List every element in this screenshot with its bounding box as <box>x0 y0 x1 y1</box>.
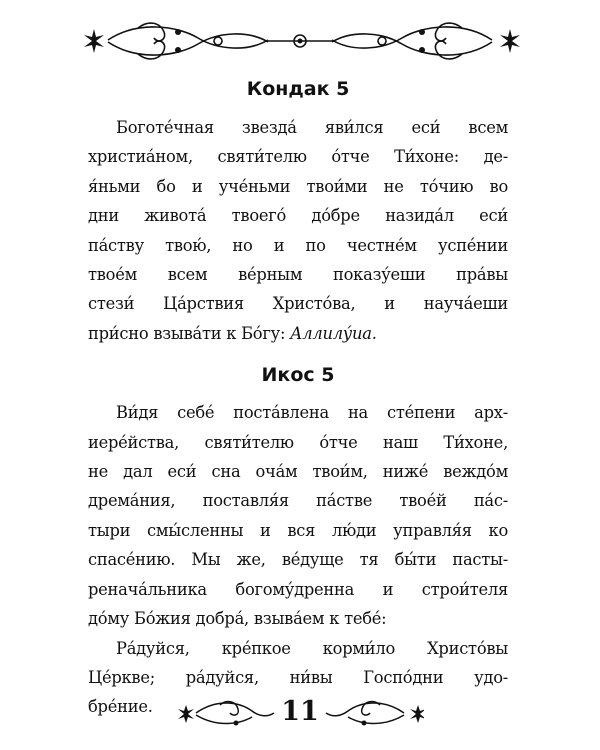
top-ornament <box>78 18 522 64</box>
ikos-text <box>88 398 508 633</box>
ikos-line: ренача́льника богому́дренна и строи́теля <box>88 579 508 599</box>
greeting-line: Ра́дуйся, кре́пкое корми́ло Христо́вы <box>116 638 508 658</box>
ikos-line: тыри смы́сленны и вся лю́ди управля́я ко <box>88 520 508 540</box>
ikos-line: до́му Бо́жия добра́, взыва́ем к тебе́: <box>88 609 387 629</box>
ikos-line: Ви́дя себе́ поста́влена на сте́пени арх- <box>116 403 508 423</box>
ikos-line: иере́йства, святи́телю о́тче наш Ти́хоне, <box>88 432 508 452</box>
ikos-line: дрема́ния, поставля́я па́стве твое́й па́с- <box>88 491 508 511</box>
kondak-line: Боготе́чная звезда́ яви́лся еси́ всем <box>116 118 508 137</box>
kondak-line: дни живота́ твоего́ до́бре назида́л еси́ <box>88 206 508 226</box>
kondak-line: при́сно взыва́ти к Бо́гу: <box>88 323 286 343</box>
ikos-title: Икос 5 <box>261 364 335 387</box>
kondak-title: Кондак 5 <box>246 78 350 100</box>
kondak-last-line <box>88 319 508 348</box>
ikos-line: спасе́нию. Мы же, ве́дуще тя бы́ти пасты- <box>88 550 508 570</box>
kondak-line: я́ньми бо и уче́ньми твои́ми не то́чию во <box>88 176 508 196</box>
kondak-refrain: Аллилу́иа. <box>290 323 377 343</box>
greeting-line: Це́ркве; ра́дуйся, ни́вы Госпо́дни удо- <box>88 667 508 687</box>
kondak-line: па́ству твою́, но и по честне́м успе́нии <box>88 235 508 255</box>
page-content <box>88 76 508 722</box>
ikos-line: не дал еси́ сна оча́м твои́м, ниже́ веждо́м <box>88 462 508 482</box>
kondak-line: твое́м всем ве́рным показу́еши пра́вы <box>88 265 508 285</box>
kondak-line: стези́ Ца́рствия Христо́ва, и науча́еши <box>88 294 508 314</box>
kondak-text <box>88 113 508 348</box>
page-number: 11 <box>281 696 319 727</box>
greeting-line: бре́ние. <box>88 697 153 717</box>
kondak-line: христиа́ном, святи́телю о́тче Ти́хоне: де- <box>88 147 508 167</box>
